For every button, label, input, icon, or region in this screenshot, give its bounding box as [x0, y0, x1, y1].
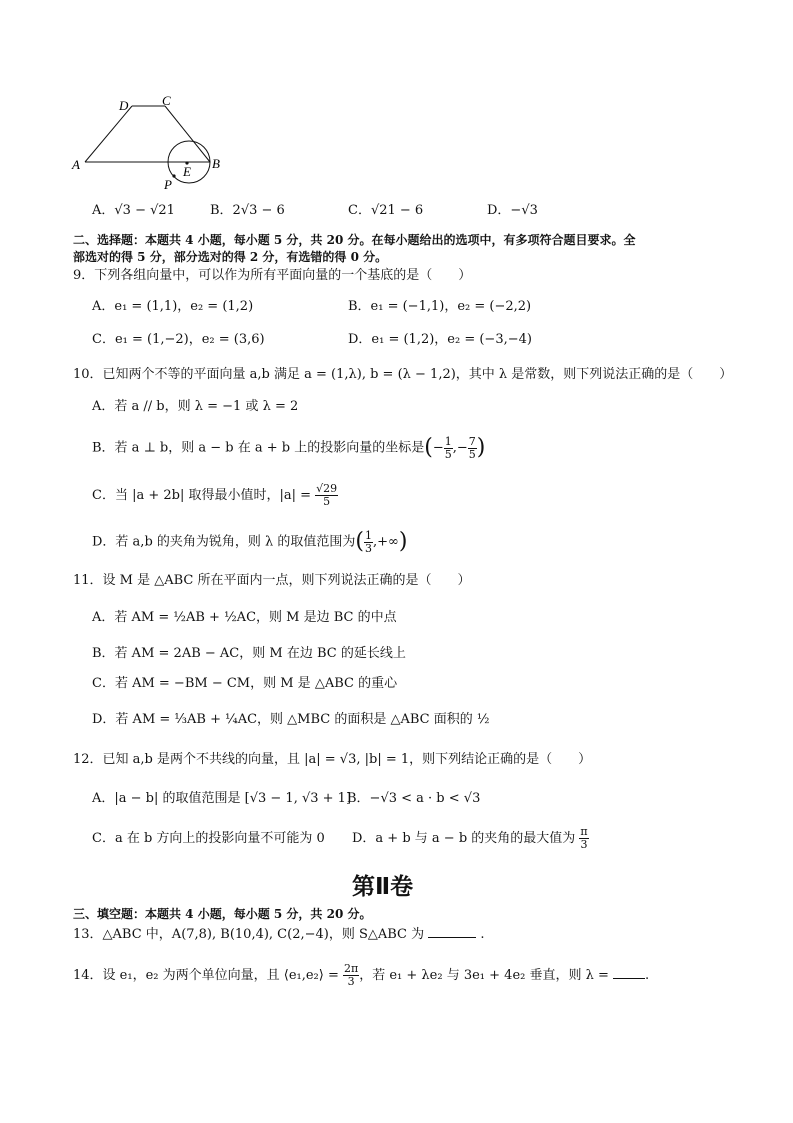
q11-stem: 11．设 M 是 △ABC 所在平面内一点，则下列说法正确的是（ ）	[73, 573, 471, 588]
label-e: E	[183, 164, 191, 179]
q12-option-a: A．|a − b| 的取值范围是 [√3 − 1, √3 + 1]	[92, 791, 352, 806]
q10-option-b: B．若 a ⊥ b，则 a − b 在 a + b 上的投影向量的坐标是(− $\frac{1}{5}$ ,− $\frac{7}{5}$ )	[92, 434, 486, 461]
q12-option-b: B．−√3 < a · b < √3	[347, 791, 481, 806]
q8-option-b: B．2√3 − 6	[210, 203, 285, 218]
trapezoid-figure	[70, 92, 230, 197]
q14-answer-blank[interactable]	[613, 966, 645, 979]
q11-option-d: D．若 AM = ⅓AB + ¼AC，则 △MBC 的面积是 △ABC 面积的 ½	[92, 712, 490, 727]
q10-b-frac2: $\frac{7}{5}$	[468, 434, 476, 461]
q12-option-d-text: D．a + b 与 a − b 的夹角的最大值为	[352, 831, 576, 846]
section2-heading-1: 二、选择题：本题共 4 小题，每小题 5 分，共 20 分。在每小题给出的选项中，有多项符合题目要求。全	[73, 233, 636, 247]
q12-option-c: C．a 在 b 方向上的投影向量不可能为 0	[92, 831, 325, 846]
q10-stem: 10．已知两个不等的平面向量 a,b 满足 a = (1,λ), b = (λ − 1,2)，其中 λ 是常数，则下列说法正确的是（ ）	[73, 367, 733, 382]
label-c: C	[162, 93, 171, 108]
q11-option-c: C．若 AM = −BM − CM，则 M 是 △ABC 的重心	[92, 676, 398, 691]
q13-stem: 13．△ABC 中，A(7,8), B(10,4), C(2,−4)，则 S△ABC 为	[73, 927, 425, 942]
q12-stem: 12．已知 a,b 是两个不共线的向量，且 |a| = √3, |b| = 1，则下列结论正确的是（ ）	[73, 752, 592, 767]
label-d: D	[119, 98, 129, 113]
q11-option-a: A．若 AM = ½AB + ½AC，则 M 是边 BC 的中点	[92, 610, 397, 625]
q8-option-c: C．√21 − 6	[348, 203, 424, 218]
q13: 13．△ABC 中，A(7,8), B(10,4), C(2,−4)，则 S△ABC 为 .	[73, 927, 485, 942]
q9-option-b: B．e₁ = (−1,1)，e₂ = (−2,2)	[348, 299, 532, 314]
q9-option-d: D．e₁ = (1,2)，e₂ = (−3,−4)	[348, 332, 532, 347]
label-b: B	[212, 156, 220, 171]
q10-option-d-text: D．若 a,b 的夹角为锐角，则 λ 的取值范围为	[92, 534, 356, 550]
label-p: P	[164, 177, 172, 192]
q8-option-d: D．−√3	[487, 203, 538, 218]
q10-option-c-text: C．当 |a + 2b| 取得最小值时，|a| =	[92, 488, 312, 503]
q10-option-d: D．若 a,b 的夹角为锐角，则 λ 的取值范围为( $\frac{1}{3}$ ,+∞)	[92, 528, 408, 555]
q10-b-frac1: $\frac{1}{5}$	[444, 434, 452, 461]
q13-answer-blank[interactable]	[428, 925, 476, 938]
q12-option-d	[352, 824, 589, 854]
q12-d-frac: $\frac{\pi}{3}$	[580, 825, 588, 851]
section3-heading: 三、填空题：本题共 4 小题，每小题 5 分，共 20 分。	[73, 907, 372, 921]
q14-post: ，若 e₁ + λe₂ 与 3e₁ + 4e₂ 垂直，则 λ =	[359, 968, 609, 983]
q14-pre: 14．设 e₁，e₂ 为两个单位向量，且 ⟨e₁,e₂⟩ =	[73, 968, 339, 983]
q10-option-a: A．若 a // b，则 λ = −1 或 λ = 2	[92, 399, 299, 414]
q14: 14．设 e₁，e₂ 为两个单位向量，且 ⟨e₁,e₂⟩ = $\frac{2\pi}{3}$ ，若 e₁ + λe₂ 与 3e₁ + 4e₂ 垂直，则 λ = .	[73, 962, 650, 988]
section2-heading-2: 部选对的得 5 分，部分选对的得 2 分，有选错的得 0 分。	[73, 250, 388, 264]
q8-option-a: A．√3 − √21	[92, 203, 175, 218]
q9-stem: 9．下列各组向量中，可以作为所有平面向量的一个基底的是（ ）	[73, 268, 472, 283]
label-a: A	[72, 157, 80, 172]
q14-frac: $\frac{2\pi}{3}$	[344, 962, 359, 988]
q9-option-a: A．e₁ = (1,1)，e₂ = (1,2)	[92, 299, 254, 314]
part2-title: 第Ⅱ卷	[352, 874, 414, 900]
q10-option-c	[92, 478, 338, 514]
q10-c-frac: $\frac{√29}{5}$	[316, 482, 338, 508]
q9-option-c: C．e₁ = (1,−2)，e₂ = (3,6)	[92, 332, 265, 347]
q11-option-b: B．若 AM = 2AB − AC，则 M 在边 BC 的延长线上	[92, 646, 406, 661]
q10-d-frac: $\frac{1}{3}$	[365, 528, 372, 555]
q10-option-b-text: B．若 a ⊥ b，则 a − b 在 a + b 上的投影向量的坐标是	[92, 440, 425, 456]
